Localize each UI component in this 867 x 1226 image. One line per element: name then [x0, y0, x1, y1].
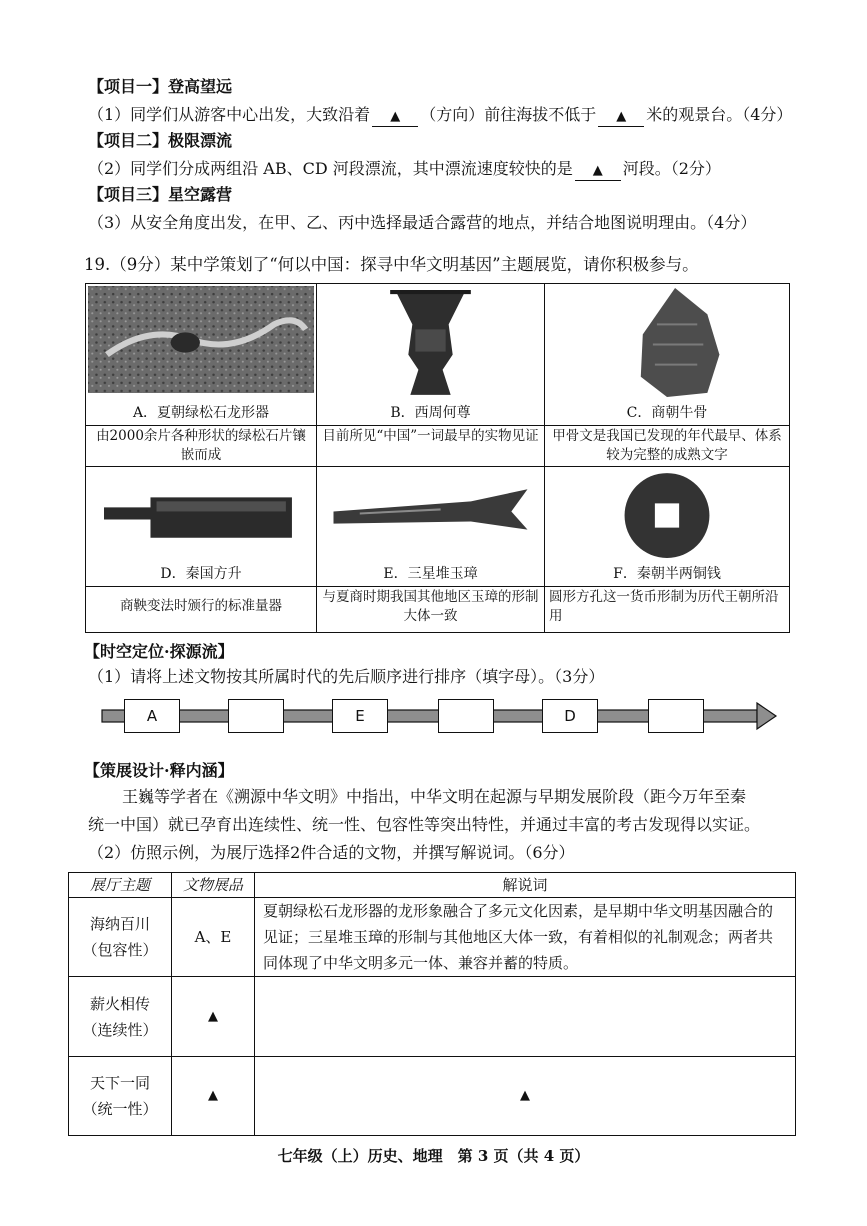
section2-header: 【策展设计·释内涵】 — [84, 761, 234, 780]
artifact-b-caption: B．西周何尊 — [390, 405, 471, 421]
timeline-slot-2[interactable] — [228, 699, 284, 733]
artifact-e-desc: 与夏商时期我国其他地区玉璋的形制大体一致 — [322, 589, 539, 624]
section2-question: （2）仿照示例，为展厅选择2件合适的文物，并撰写解说词。（6分） — [88, 843, 575, 862]
artifact-c-caption: C．商朝牛骨 — [626, 405, 708, 421]
row1-text: 夏朝绿松石龙形器的龙形象融合了多元文化因素，是早期中华文明基因融合的见证；三星堆玉璋的形制与其他地区大体一致，有着相似的礼制观念；两者共同体现了中华文明多元一体、兼容并蓄的特质。 — [255, 898, 795, 977]
timeline-slot-4[interactable] — [438, 699, 494, 733]
artifact-e-cell — [317, 467, 545, 587]
timeline-slot-6[interactable] — [648, 699, 704, 733]
question-2: （2）同学们分成两组沿 AB、CD 河段漂流，其中漂流速度较快的是 ▲ 河段。（2分） — [88, 158, 721, 181]
answer-blank-altitude[interactable]: ▲ — [598, 106, 644, 127]
page-footer: 七年级（上）历史、地理 第 3 页（共 4 页） — [277, 1147, 590, 1165]
row3-items-answer[interactable]: ▲ — [172, 1057, 255, 1135]
timeline-slot-1[interactable]: A — [124, 699, 180, 733]
turquoise-dragon-image — [86, 284, 316, 403]
artifact-d-cell — [86, 467, 317, 587]
artifact-e-caption: E．三星堆玉璋 — [383, 566, 478, 582]
timeline-slot-3[interactable]: E — [332, 699, 388, 733]
artifact-b-desc-cell — [317, 426, 545, 467]
question-19-title: 19.（9分）某中学策划了“何以中国：探寻中华文明基因”主题展览，请你积极参与。 — [84, 255, 699, 274]
artifact-a-cell — [86, 284, 317, 426]
project3-header: 【项目三】星空露营 — [88, 185, 233, 204]
artifact-e-desc-cell — [317, 587, 545, 632]
artifact-a-caption: A．夏朝绿松石龙形器 — [132, 405, 270, 421]
artifact-f-caption: F．秦朝半两铜钱 — [613, 566, 721, 582]
project1-header: 【项目一】登高望远 — [88, 77, 233, 96]
oracle-bone-image — [545, 284, 789, 403]
question-1: （1）同学们从游客中心出发，大致沿着 ▲ （方向）前往海拔不低于 ▲ 米的观景台。（4分） — [88, 104, 792, 127]
row3-theme: 天下一同 （统一性） — [69, 1057, 172, 1135]
artifact-c-cell — [545, 284, 789, 426]
row1-theme: 海纳百川 （包容性） — [69, 898, 172, 977]
artifact-b-desc: 目前所见“中国”一词最早的实物见证 — [322, 428, 539, 444]
artifact-f-cell — [545, 467, 789, 587]
table-header-theme: 展厅主题 — [69, 873, 172, 898]
question-3: （3）从安全角度出发，在甲、乙、丙中选择最适合露营的地点，并结合地图说明理由。（4分） — [88, 213, 757, 232]
row2-text-answer[interactable] — [255, 977, 795, 1057]
jade-zhang-image — [317, 467, 544, 564]
table-header-text: 解说词 — [255, 873, 795, 898]
row2-items-answer[interactable]: ▲ — [172, 977, 255, 1057]
square-measure-image — [86, 467, 316, 564]
artifact-d-caption: D．秦国方升 — [160, 566, 242, 582]
timeline — [100, 695, 780, 737]
artifact-c-desc: 甲骨文是我国已发现的年代最早、体系较为完整的成熟文字 — [552, 428, 782, 463]
bronze-zun-image — [317, 284, 544, 403]
artifact-c-desc-cell — [545, 426, 789, 467]
answer-blank-direction[interactable]: ▲ — [372, 106, 418, 127]
row2-theme: 薪火相传 （连续性） — [69, 977, 172, 1057]
artifact-b-cell — [317, 284, 545, 426]
artifact-d-desc: 商鞅变法时颁行的标准量器 — [120, 598, 282, 614]
project2-header: 【项目二】极限漂流 — [88, 131, 233, 150]
artifact-grid — [85, 283, 790, 633]
artifact-f-desc: 圆形方孔这一货币形制为历代王朝所沿用 — [549, 589, 779, 624]
artifact-a-desc-cell — [86, 426, 317, 467]
artifact-f-desc-cell — [545, 587, 789, 632]
answer-blank-river[interactable]: ▲ — [575, 160, 621, 181]
table-header-items: 文物展品 — [172, 873, 255, 898]
exhibition-table — [68, 872, 796, 1136]
timeline-slot-5[interactable]: D — [542, 699, 598, 733]
banliang-coin-image — [545, 467, 789, 564]
artifact-a-desc: 由2000余片各种形状的绿松石片镶嵌而成 — [96, 428, 306, 463]
artifact-d-desc-cell — [86, 587, 317, 632]
row3-text-answer[interactable]: ▲ — [520, 1088, 530, 1103]
section1-header: 【时空定位·探源流】 — [84, 642, 234, 661]
row1-items: A、E — [172, 898, 255, 977]
section2-paragraph-line1: 王巍等学者在《溯源中华文明》中指出，中华文明在起源与早期发展阶段（距今万年至秦 — [122, 787, 747, 806]
section2-paragraph-line2: 统一中国）就已孕育出连续性、统一性、包容性等突出特性，并通过丰富的考古发现得以实证。 — [88, 815, 761, 834]
section1-question: （1）请将上述文物按其所属时代的先后顺序进行排序（填字母）。（3分） — [88, 667, 605, 686]
